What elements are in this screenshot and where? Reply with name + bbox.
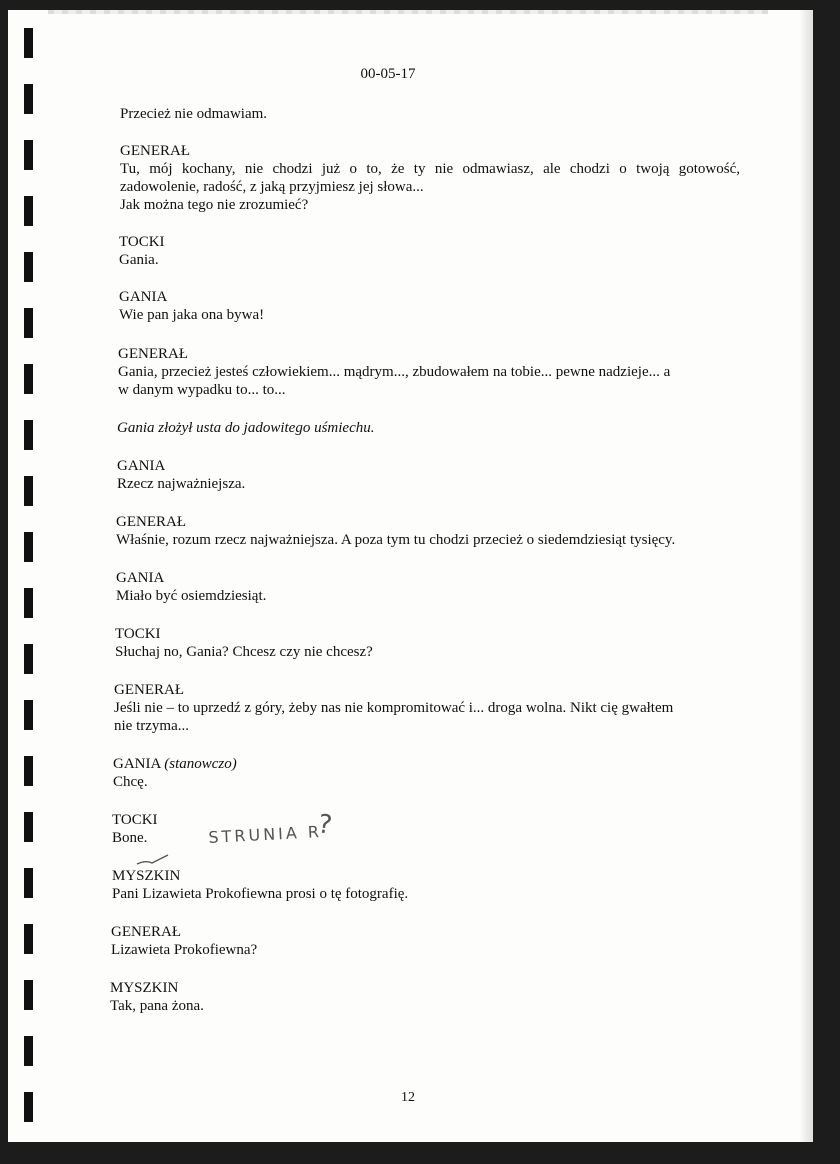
character-name: MYSZKIN xyxy=(112,868,181,884)
dialogue-line: Jeśli nie – to uprzedź z góry, żeby nas nie kompromitować i... droga wolna. Nikt cię gwałtem xyxy=(114,700,674,716)
binding-hole xyxy=(24,476,33,506)
binding-hole xyxy=(24,812,33,842)
binding-hole xyxy=(24,84,33,114)
character-name: GANIA xyxy=(119,289,168,305)
character-name: GENERAŁ xyxy=(118,346,188,362)
dialogue-line: Chcę. xyxy=(113,774,148,790)
dialogue-line: Tak, pana żona. xyxy=(110,998,204,1014)
dialogue-line: Rzecz najważniejsza. xyxy=(117,476,246,492)
character-name: TOCKI xyxy=(115,626,161,642)
binding-hole xyxy=(24,1036,33,1066)
handwritten-question-mark: ? xyxy=(315,809,334,841)
stage-direction: (stanowczo) xyxy=(164,756,237,772)
dialogue-line: Bone. xyxy=(112,830,148,846)
binding-hole xyxy=(24,756,33,786)
character-name-with-direction xyxy=(113,755,237,773)
binding-hole xyxy=(24,252,33,282)
character-name: GANIA xyxy=(113,756,161,772)
scan-edge xyxy=(48,10,768,14)
binding-hole xyxy=(24,868,33,898)
character-name: MYSZKIN xyxy=(110,980,179,996)
binding-hole xyxy=(24,28,33,58)
binding-hole xyxy=(24,924,33,954)
character-name: GENERAŁ xyxy=(120,143,190,159)
dialogue-line: Właśnie, rozum rzecz najważniejsza. A poza tym tu chodzi przecież o siedemdziesiąt tysięcy. xyxy=(116,532,676,548)
dialogue-line: Pani Lizawieta Prokofiewna prosi o tę fotografię. xyxy=(112,886,409,902)
character-name: TOCKI xyxy=(119,234,165,250)
page-number: 12 xyxy=(401,1090,415,1105)
dialogue-line: Gania. xyxy=(119,252,159,268)
dialogue-line: Miało być osiemdziesiąt. xyxy=(116,588,267,604)
character-name: GANIA xyxy=(116,570,165,586)
dialogue-line: Tu, mój kochany, nie chodzi już o to, że ty nie odmawiasz, ale chodzi o twoją gotowość, xyxy=(120,161,740,177)
handwritten-annotation: STRUNIA R xyxy=(208,822,323,847)
page-header-date: 00-05-17 xyxy=(360,66,416,82)
spiral-binding xyxy=(20,10,40,1142)
document-page xyxy=(8,10,813,1142)
character-name: GENERAŁ xyxy=(111,924,181,940)
binding-hole xyxy=(24,196,33,226)
character-name: GENERAŁ xyxy=(114,682,184,698)
character-name: GENERAŁ xyxy=(116,514,186,530)
dialogue-line: nie trzyma... xyxy=(114,718,189,734)
binding-hole xyxy=(24,644,33,674)
binding-hole xyxy=(24,308,33,338)
character-name: TOCKI xyxy=(112,812,158,828)
binding-hole xyxy=(24,364,33,394)
dialogue-line: Gania, przecież jesteś człowiekiem... mądrym..., zbudowałem na tobie... pewne nadzieje... a xyxy=(118,364,671,380)
stage-direction: Gania złożył usta do jadowitego uśmiechu. xyxy=(117,420,375,436)
dialogue-line: w danym wypadku to... to... xyxy=(118,382,286,398)
dialogue-line: Przecież nie odmawiam. xyxy=(120,106,268,122)
binding-hole xyxy=(24,980,33,1010)
dialogue-line: Słuchaj no, Gania? Chcesz czy nie chcesz? xyxy=(115,644,373,660)
binding-hole xyxy=(24,140,33,170)
dialogue-line: Jak można tego nie zrozumieć? xyxy=(120,197,309,213)
dialogue-line: Lizawieta Prokofiewna? xyxy=(111,942,258,958)
character-name: GANIA xyxy=(117,458,166,474)
handwritten-check-mark xyxy=(136,854,170,868)
binding-hole xyxy=(24,420,33,450)
binding-hole xyxy=(24,588,33,618)
dialogue-line: Wie pan jaka ona bywa! xyxy=(119,307,265,323)
dialogue-line: zadowolenie, radość, z jaką przyjmiesz jej słowa... xyxy=(120,179,424,195)
binding-hole xyxy=(24,532,33,562)
binding-hole xyxy=(24,700,33,730)
